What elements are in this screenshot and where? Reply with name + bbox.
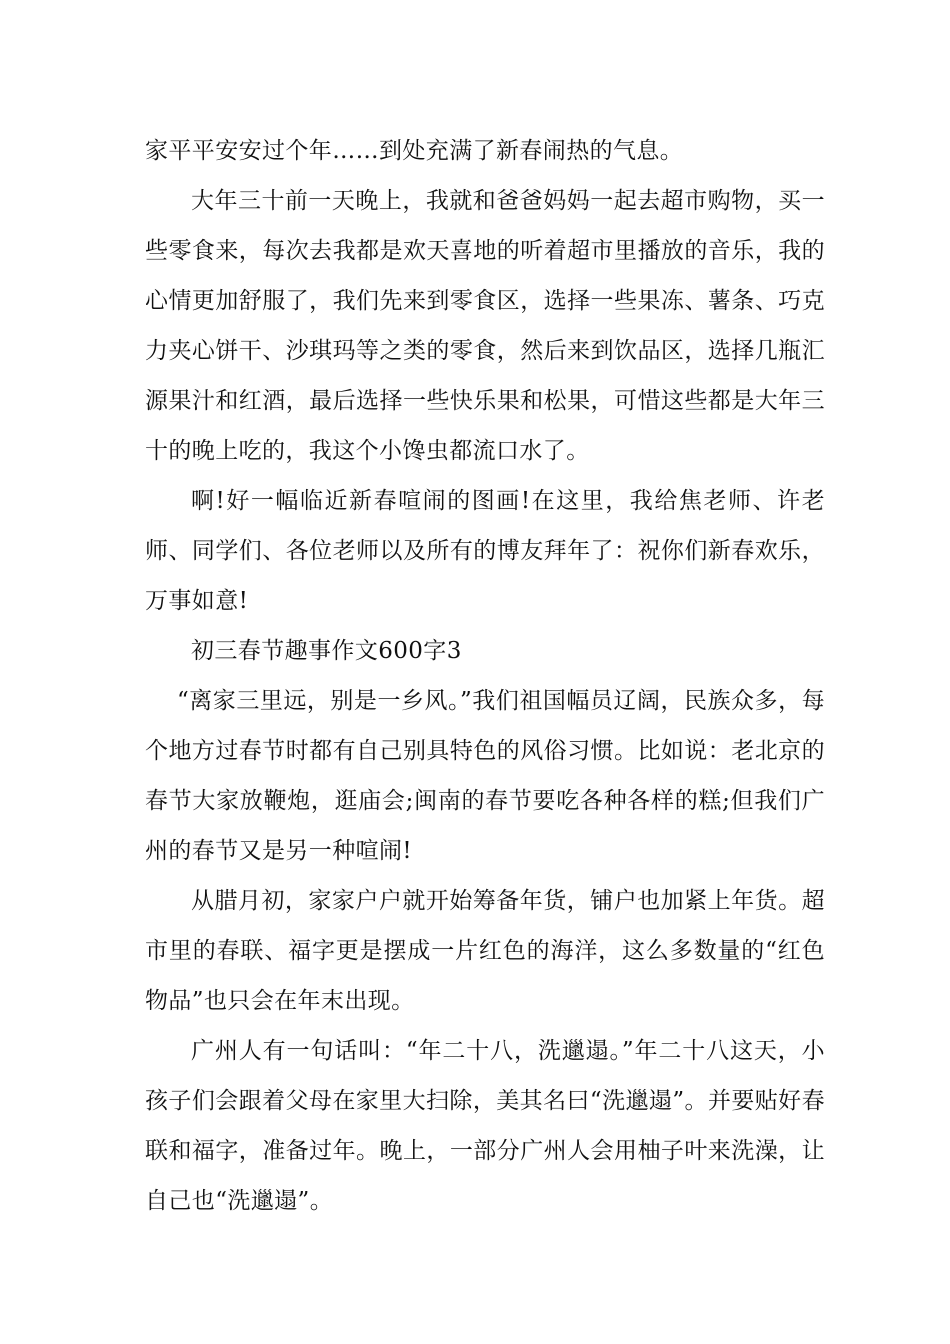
paragraph-cleaning: 广州人有一句话叫：“年二十八，洗邋遢。”年二十八这天，小孩子们会跟着父母在家里大扫除，美其名曰“洗邋遢”。并要贴好春联和福字，准备过年。晚上，一部分广州人会用柚子叶来洗澡，让自己也“洗邋遢”。 [145,1038,825,1214]
document-body [145,126,825,1226]
paragraph-greeting: 啊!好一幅临近新春喧闹的图画!在这里，我给焦老师、许老师、同学们、各位老师以及所有的博友拜年了：祝你们新春欢乐，万事如意! [145,488,825,614]
paragraph-customs: “离家三里远，别是一乡风。”我们祖国幅员辽阔，民族众多，每个地方过春节时都有自己别具特色的风俗习惯。比如说：老北京的春节大家放鞭炮，逛庙会;闽南的春节要吃各种各样的糕;但我们广州的春节又是另一种喧闹! [145,688,825,864]
section-heading: 初三春节趣事作文600字3 [191,638,462,664]
paragraph-new-year-goods: 从腊月初，家家户户就开始筹备年货，铺户也加紧上年货。超市里的春联、福字更是摆成一片红色的海洋，这么多数量的“红色物品”也只会在年末出现。 [145,888,825,1014]
paragraph-continuation: 家平平安安过个年……到处充满了新春闹热的气息。 [145,138,684,164]
paragraph-shopping: 大年三十前一天晚上，我就和爸爸妈妈一起去超市购物，买一些零食来，每次去我都是欢天喜地的听着超市里播放的音乐，我的心情更加舒服了，我们先来到零食区，选择一些果冻、薯条、巧克力夹心饼干、沙琪玛等之类的零食，然后来到饮品区，选择几瓶汇源果汁和红酒，最后选择一些快乐果和松果，可惜这些都是大年三十的晚上吃的，我这个小馋虫都流口水了。 [145,188,825,464]
